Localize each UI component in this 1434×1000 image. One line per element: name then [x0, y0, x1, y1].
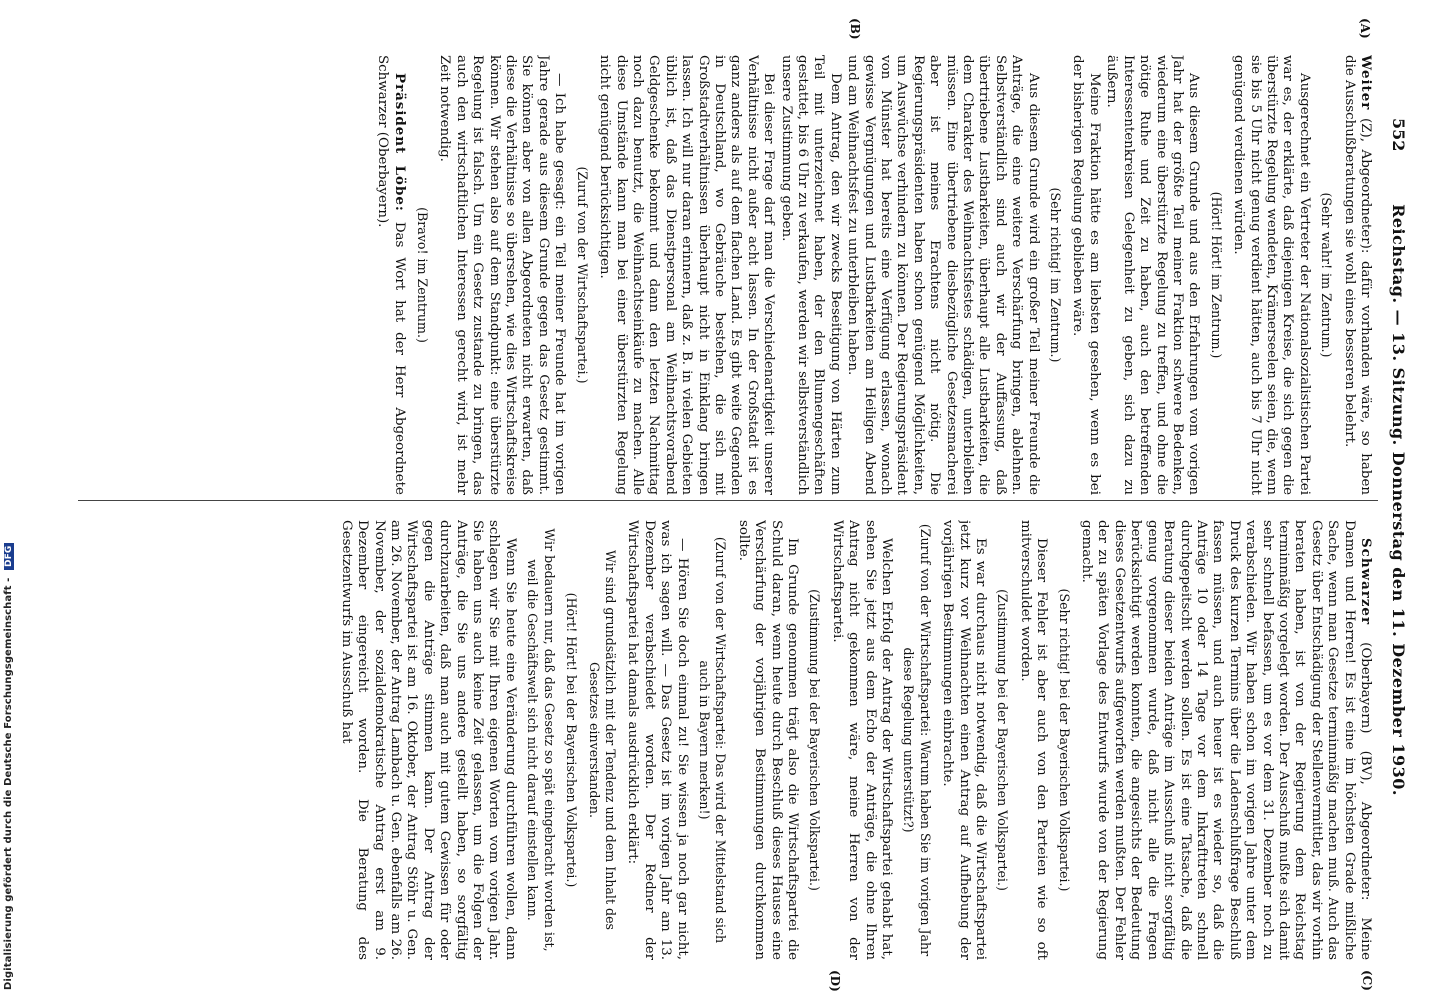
margin-marker-a: (A) [1358, 18, 1372, 39]
right-column [54, 520, 1374, 960]
paragraph: Aus diesem Grunde wird ein großer Teil meiner Freunde die Anträge, die eine weitere Verschärfung bringen, ablehnen. Selbstverständlich sind auch wir der Auffassung, daß übertriebene Lustbarkeiten, überhaupt alle Lustbarkeiten, die dem Charakter des Weihnachtsfestes schädigen, unterbleiben müssen. Eine übertriebene diesbezügliche Gesetzesmacherei aber ist meines Erachtens nicht nötig. Die Regierungspräsidenten haben schon genügend Möglichkeiten, um Auswüchse verhindern zu können. Der Regierungspräsident von Münster hat bereits eine Verfügung erlassen, wonach gewisse Vergnügungen und Lustbarkeiten am Heiligen Abend und am Weihnachtsfest zu unterbleiben haben. [845, 55, 1041, 495]
paragraph [1078, 520, 1374, 960]
paragraph [374, 55, 408, 495]
interjection: (Zuruf von der Wirtschaftspartei: Das wird der Mittelstand sich auch in Bayern merken!) [696, 536, 729, 944]
scanned-page [26, 0, 1434, 1000]
page-header [1384, 20, 1408, 980]
margin-marker-b: (B) [848, 18, 862, 40]
interjection: (Sehr richtig! bei der Bayerischen Volkspartei.) [1056, 588, 1072, 892]
paragraph: Bei dieser Frage darf man die Verschiedenartigkeit unserer Verhältnisse nicht außer acht lassen. In der Großstadt ist es ganz anders als auf dem flachen Land. Es gibt weite Gegenden in Deutschland, wo Gebräuche bestehen, die sich mit Großstadtverhältnissen überhaupt nicht in Einklang bringen lassen. Ich will nur daran erinnern, daß z. B. in vielen Gebieten üblich ist, daß das Dienstpersonal am Weihnachtsvorabend Geldgeschenke bekommt und dann den letzten Nachmittag noch dazu benutzt, die Weihnachtseinkäufe zu machen. Alle diese Umstände kann man bei einer überstürzten Regelung nicht genügend berücksichtigen. [597, 55, 777, 495]
paragraph: Ausgerechnet ein Vertreter der Nationalsozialistischen Partei war es, der erklärte, daß diejenigen Kreise, die sich gegen die überstürzte Regelung wendeten, Krämerseelen seien, die, wenn sie bis 5 Uhr nicht genug verdient hätten, auch bis 7 Uhr nicht genügend verdienen würden. [1231, 55, 1312, 495]
paragraph: Wenn Sie heute eine Veränderung durchführen wollen, dann schlagen wir Sie mit Ihren eigenen Worten vom vorigen Jahr. Sie haben uns auch keine Zeit gelassen, um die Folgen der Anträge, die Sie uns andere gestellt haben, so sorgfältig durchzuarbeiten, daß man auch mit gutem Gewissen für oder gegen die Anträge stimmen kann. Der Antrag der Wirtschaftspartei ist am 16. Oktober, der Antrag Stöhr u. Gen. am 26. November, der Antrag Lambach u. Gen. ebenfalls am 26. November, der sozialdemokratische Antrag erst am 9. Dezember eingereicht worden. Die Beratung des Gesetzentwurfs im Ausschuß hat [338, 520, 518, 960]
speaker-name: Schwarzer [1358, 538, 1374, 625]
paragraph: — Ich habe gesagt: ein Teil meiner Freunde hat im vorigen Jahre gerade aus diesem Grunde gegen das Gesetz gestimmt. Sie können aber von allen Abgeordneten nicht erwarten, daß diese die Verhältnisse so übersehen, wie dies Wirtschaftskreise können. Wir stehen also auf dem Standpunkt: eine überstürzte Regelung ist falsch. Um ein Gesetz zustande zu bringen, das auch den wirtschaftlichen Interessen gerecht wird, ist mehr Zeit notwendig. [437, 55, 568, 495]
interjection: (Zustimmung bei der Bayerischen Volkspartei.) [807, 589, 823, 891]
paragraph: Es war durchaus nicht notwendig, daß die Wirtschaftspartei jetzt kurz vor Weihnachten einen Antrag auf Aufhebung der vorjährigen Bestimmungen einbrachte. [940, 520, 989, 960]
left-column [54, 55, 1374, 495]
paragraph: Im Grunde genommen trägt also die Wirtschaftspartei die Schuld daran, wenn heute durch Beschluß dieses Hauses eine Verschärfung der vorjährigen Bestimmungen durchkommen sollte. [735, 520, 800, 960]
running-head: Reichstag. — 13. Sitzung. Donnerstag den 11. Dezember 1930. [1389, 204, 1408, 796]
column-divider [78, 500, 1378, 501]
speaker-name: Weiter [1358, 55, 1374, 111]
interjection: (Sehr richtig! im Zentrum.) [1048, 187, 1064, 363]
paragraph [1340, 55, 1374, 495]
digitization-sidebar [0, 0, 26, 1000]
interjection: (Zuruf von der Wirtschaftspartei: Warum haben Sie im vorigen Jahr diese Regelung unterstützt?) [901, 523, 933, 957]
paragraph-text: (Z), Abgeordneter): dafür vorhanden wäre, so haben die Ausschußberatungen sie wohl eines besseren belehrt. [1341, 55, 1373, 495]
paragraph-text: Das Wort hat der Herr Abgeordnete Schwarzer (Oberbayern). [375, 55, 407, 495]
quoted-statement: Wir bedauern nur, daß das Gesetz so spät eingebracht worden ist, weil die Geschäftswelt sich nicht darauf einstellen kann. [525, 528, 557, 952]
digitization-credit [3, 0, 14, 990]
margin-marker-c: (C) [1360, 970, 1374, 991]
margin-marker-d: (D) [828, 970, 842, 992]
page-number: 552 [1389, 118, 1408, 152]
speaker-name: Präsident Löbe: [391, 73, 408, 212]
dfg-logo: DFG [4, 543, 14, 570]
quoted-statement: Wir sind grundsätzlich mit der Tendenz und dem Inhalt des Gesetzes einverstanden. [586, 549, 618, 931]
paragraph: Welchen Erfolg der Antrag der Wirtschaftspartei gehabt hat, sehen Sie jetzt aus dem Echo der Anträge, die ohne Ihren Antrag nicht gekommen wäre, meine Herren von der Wirtschaftspartei. [829, 520, 895, 960]
interjection: (Hört! Hört! im Zentrum.) [1208, 191, 1224, 359]
interjection: (Bravo! im Zentrum.) [415, 207, 431, 343]
interjection: (Zustimmung bei der Bayerischen Volkspartei.) [995, 589, 1011, 891]
interjection: (Sehr wahr! im Zentrum.) [1319, 192, 1335, 358]
paragraph: — Hören Sie doch einmal zu! Sie wissen ja noch gar nicht, was ich sagen will. — Das Gesetz ist im vorigen Jahr am 13. Dezember verabschiedet worden. Der Redner der Wirtschaftspartei hat damals ausdrücklich erklärt: [625, 520, 690, 960]
paragraph: Meine Fraktion hätte es am liebsten gesehen, wenn es bei der bisherigen Regelung geblieben wäre. [1070, 55, 1102, 495]
paragraph-text: (Oberbayern) (BV), Abgeordneter: Meine Damen und Herren! Es ist eine im höchsten Grade mißliche Sache, wenn man Gesetze terminmäßig machen muß. Auch das Gesetz über Entschädigung der Stellenvermittler, das wir vorhin beraten haben, ist von der Regierung dem Reichstag terminmäßig vorgelegt worden. Der Ausschuß mußte sich damit sehr schnell befassen, um es vor dem 31. Dezember noch zu verabschieden. Wir haben schon im vorigen Jahre unter dem Druck des kurzen Termins über die Ladenschlußfrage Beschluß fassen müssen, und auch heuer ist es wieder so, daß die Anträge 10 oder 14 Tage vor dem Inkrafttreten schnell durchgepeitscht werden sollen. Es ist eine Tatsache, daß die Beratung dieser beiden Anträge im Ausschuß nicht sorgfältig genug vorgenommen wurde, daß nicht alle die Fragen berücksichtigt werden konnten, die angesichts der Bedeutung dieses Gesetzentwurfs aufgeworfen werden mußten. Der Fehler der zu späten Vorlage des Entwurfs wurde von der Regierung gemacht. [1079, 520, 1373, 960]
paragraph: Dieser Fehler ist aber auch von den Parteien wie so oft mitverschuldet worden. [1017, 520, 1050, 960]
interjection: (Hört! Hört! bei der Bayerischen Volkspartei.) [564, 592, 580, 888]
interjection: (Zuruf von der Wirtschaftspartei.) [574, 166, 590, 384]
paragraph: Aus diesem Grunde und aus den Erfahrungen vom vorigen Jahr hat der größte Teil meiner Fraktion schwere Bedenken, wiederum eine überstürzte Regelung zu treffen, und ohne die nötige Ruhe und Zeit zu haben, auch den betreffenden Interessentenkreisen Gelegenheit zu geben, sich dazu zu äußern. [1104, 55, 1202, 495]
paragraph: Dem Antrag, den wir zwecks Beseitigung von Härten zum Teil mit unterzeichnet haben, der den Blumengeschäften gestattet, bis 6 Uhr zu verkaufen, werden wir selbstverständlich unsere Zustimmung geben. [778, 55, 843, 495]
digitization-credit-text: Digitalisierung gefördert durch die Deutsche Forschungsgemeinschaft - [3, 577, 14, 990]
